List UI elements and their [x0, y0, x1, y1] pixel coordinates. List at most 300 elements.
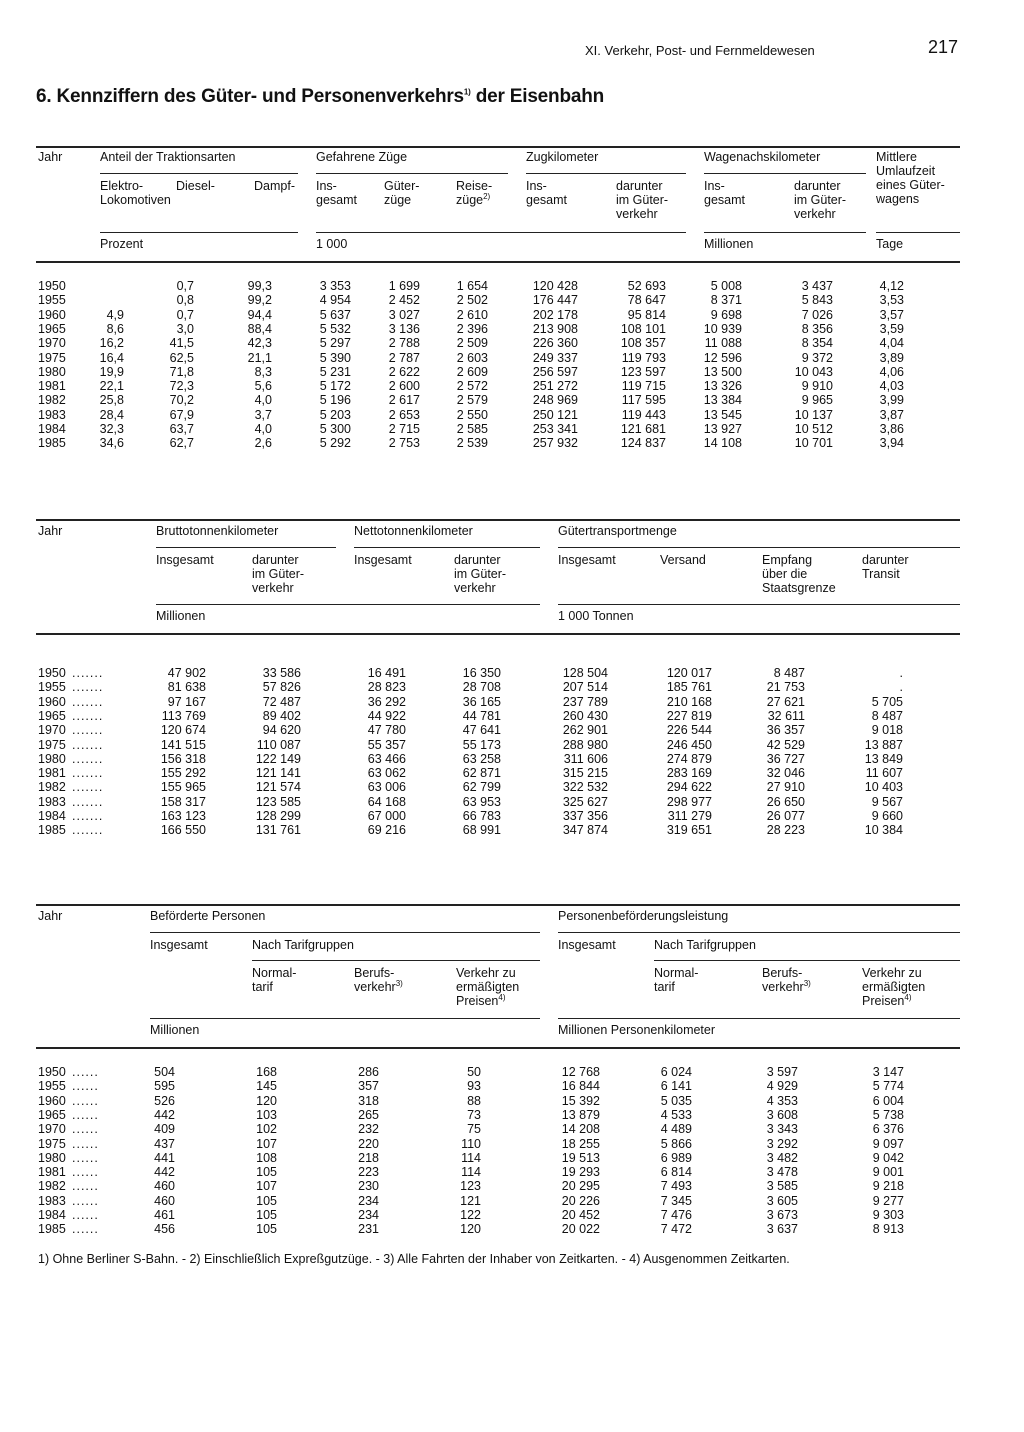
table-cell: 120 [460, 1222, 481, 1237]
year-cell: 1950 [38, 1065, 66, 1079]
table-cell: 265 [358, 1107, 379, 1122]
table-cell: 103 [256, 1107, 277, 1122]
t3-col-jahr: Jahr [38, 909, 63, 923]
leader-dots: ....... [72, 680, 104, 695]
leader-dots: ...... [72, 1165, 99, 1180]
table-cell: 20 022 [561, 1222, 600, 1237]
leader-dots: ....... [72, 666, 104, 680]
table-cell: 99,2 [247, 293, 272, 308]
table-cell: 13 879 [561, 1107, 600, 1122]
table-cell: 260 430 [562, 708, 608, 723]
table-cell: 6 141 [660, 1079, 692, 1094]
t3-ermaessigt-p-line2: ermäßigten [456, 980, 520, 994]
table-cell: 3 147 [872, 1065, 904, 1079]
t2-sub-n-insgesamt: Insgesamt [354, 553, 412, 567]
table-cell: 2 653 [388, 407, 420, 422]
table-cell: 0,7 [176, 279, 194, 293]
table-cell: 7 493 [660, 1179, 692, 1194]
table-cell: 41,5 [169, 336, 194, 351]
table-cell: 141 515 [160, 737, 206, 752]
table-cell: 88,4 [247, 321, 272, 336]
year-cell: 1983 [38, 1193, 66, 1208]
table-cell: 2 617 [388, 393, 420, 408]
table-cell: 409 [154, 1122, 175, 1137]
table-cell: 12 596 [703, 350, 742, 365]
t3-ermaessigt-l-line3 [862, 994, 925, 1008]
table-cell: 262 901 [562, 723, 608, 738]
table-cell: 3 292 [766, 1136, 798, 1151]
t3-sub-normal-l: Normal- tarif [654, 966, 699, 994]
table-cell: 26 077 [766, 809, 805, 823]
t3-group-rule-1 [150, 932, 540, 933]
table-cell: 70,2 [169, 393, 194, 408]
table-cell: 9 567 [871, 794, 903, 809]
table-cell: 0,8 [176, 293, 194, 308]
table-cell: 97 167 [167, 694, 206, 709]
table-cell: 7 472 [660, 1222, 692, 1237]
table-cell: 2 622 [388, 364, 420, 379]
t2-group-rule-2 [354, 547, 540, 548]
table-cell: 122 [460, 1208, 481, 1222]
table-cell: 3 478 [766, 1165, 798, 1180]
t1-group-wagen: Wagenachskilometer [704, 150, 821, 164]
t2-col-jahr: Jahr [38, 524, 63, 538]
table-cell: 28 823 [367, 680, 406, 695]
table-cell: 2 753 [388, 436, 420, 451]
t1-sub-reisezuege [456, 179, 492, 207]
table-cell: 168 [256, 1065, 277, 1079]
t3-sub-normal-p: Normal- tarif [252, 966, 297, 994]
table-cell: 20 452 [561, 1208, 600, 1222]
table-cell: 3,53 [879, 293, 904, 308]
table-cell: 283 169 [666, 766, 712, 781]
year-cell: 1984 [38, 809, 66, 823]
title-footnote-mark: 1) [463, 87, 471, 97]
table-cell: 67 000 [367, 809, 406, 823]
leader-dots: ....... [72, 708, 104, 723]
table-cell: 4,03 [879, 379, 904, 394]
t3-group-befoerderte: Beförderte Personen [150, 909, 266, 923]
table-cell: 120 [256, 1093, 277, 1108]
table-cell: 99,3 [247, 279, 272, 293]
table-cell: 33 586 [262, 666, 301, 680]
table-cell: 13 849 [864, 751, 903, 766]
t1-body-rule [36, 261, 960, 263]
t1-group-rule-4 [704, 173, 866, 174]
t3-group-leistung: Personenbeförderungsleistung [558, 909, 729, 923]
table-cell: 3 605 [766, 1193, 798, 1208]
table-cell: 93 [467, 1079, 481, 1094]
table-cell: 218 [358, 1150, 379, 1165]
t1-sub-darunter-w: darunter im Güter- verkehr [794, 179, 847, 221]
t2-group-brutto: Bruttotonnenkilometer [156, 524, 279, 538]
table-cell: 121 141 [255, 766, 301, 781]
year-cell: 1984 [38, 422, 66, 436]
table-cell: . [899, 680, 903, 695]
table-cell: 64 168 [367, 794, 406, 809]
table-cell: 20 226 [561, 1193, 600, 1208]
table-cell: 460 [154, 1179, 175, 1194]
year-cell: 1970 [38, 723, 66, 738]
t2-unit-millionen: Millionen [156, 609, 206, 623]
table-cell: 2 788 [388, 336, 420, 351]
table-cell: 63 062 [367, 766, 406, 781]
table-cell: 237 789 [562, 694, 608, 709]
t3-unit-pkm: Millionen Personenkilometer [558, 1023, 716, 1037]
table-cell: 108 357 [620, 336, 666, 351]
leader-dots: ...... [72, 1208, 99, 1222]
t3-ermaessigt-p-line3 [456, 994, 519, 1008]
year-cell: 1982 [38, 1179, 66, 1194]
leader-dots: ....... [72, 794, 104, 809]
table-cell: 5 843 [801, 293, 833, 308]
table-cell: 294 622 [666, 780, 712, 795]
leader-dots: ....... [72, 780, 104, 795]
t1-unit-millionen: Millionen [704, 237, 754, 251]
table-cell: 72 487 [262, 694, 301, 709]
table-cell: 286 [358, 1065, 379, 1079]
table-cell: 15 392 [561, 1093, 600, 1108]
table-cell: 8 913 [872, 1222, 904, 1237]
table-cell: 8,6 [106, 321, 124, 336]
leader-dots: ...... [72, 1150, 99, 1165]
table-cell: 5,6 [254, 379, 272, 394]
table-cell: 315 215 [562, 766, 608, 781]
table-cell: 12 768 [561, 1065, 600, 1079]
t1-unit-rule-4 [876, 232, 960, 233]
title-suffix: der Eisenbahn [470, 86, 605, 107]
table-cell: 232 [358, 1122, 379, 1137]
table-cell: 94,4 [247, 307, 272, 322]
t3-tarif-rule-2 [654, 960, 960, 961]
table-cell: 3,94 [879, 436, 904, 451]
leader-dots: ...... [72, 1065, 99, 1079]
t3-ermaessigt-p-line1: Verkehr zu [456, 966, 516, 980]
t2-sub-b-insgesamt: Insgesamt [156, 553, 214, 567]
table-cell: 3 673 [766, 1208, 798, 1222]
table-cell: 105 [256, 1193, 277, 1208]
table-cell: 185 761 [666, 680, 712, 695]
table-cell: 8 487 [871, 708, 903, 723]
table-cell: 13 887 [864, 737, 903, 752]
t3-sub-tarif-p: Nach Tarifgruppen [252, 938, 354, 952]
t1-unit-1000: 1 000 [316, 237, 348, 251]
t2-group-guetertransport: Gütertransportmenge [558, 524, 677, 538]
year-cell: 1985 [38, 1222, 66, 1237]
table-cell: 311 279 [667, 809, 712, 823]
table-cell: 0,7 [176, 307, 194, 322]
table-cell: 5 196 [319, 393, 351, 408]
t2-sub-n-darunter: darunter im Güter- verkehr [454, 553, 507, 595]
table-cell: 325 627 [562, 794, 608, 809]
table-cell: 2 509 [456, 336, 488, 351]
table-cell: 4,9 [106, 307, 124, 322]
table-cell: 108 101 [620, 321, 666, 336]
table-cell: 62,5 [169, 350, 194, 365]
t3-sub-berufs-l [762, 966, 811, 994]
year-cell: 1982 [38, 780, 66, 795]
t3-sub-berufs-l-text: Berufs- verkehr [762, 966, 804, 994]
table-cell: 128 299 [255, 809, 301, 823]
table-cell: 114 [461, 1150, 481, 1165]
table-cell: 114 [461, 1165, 481, 1180]
table-cell: 2 603 [456, 350, 488, 365]
table-cell: 14 208 [561, 1122, 600, 1137]
t1-group-rule-3 [526, 173, 686, 174]
table-cell: 11 088 [704, 336, 742, 351]
table-cell: 2 539 [456, 436, 488, 451]
year-cell: 1955 [38, 680, 66, 695]
year-cell: 1980 [38, 364, 66, 379]
t2-group-rule-3 [558, 547, 960, 548]
table-cell: 16 844 [561, 1079, 600, 1094]
table-cell: 456 [154, 1222, 175, 1237]
table-cell: 13 326 [703, 379, 742, 394]
table-cell: 145 [256, 1079, 277, 1094]
table-cell: 2 579 [456, 393, 488, 408]
table-cell: 2 600 [388, 379, 420, 394]
table-cell: 5 390 [319, 350, 351, 365]
table-cell: 442 [154, 1107, 175, 1122]
table-cell: 9 965 [801, 393, 833, 408]
table-cell: 10 939 [703, 321, 742, 336]
table-cell: 318 [358, 1093, 379, 1108]
table-cell: 47 902 [167, 666, 206, 680]
table-cell: 89 402 [262, 708, 301, 723]
table-cell: 3,89 [879, 350, 904, 365]
t3-sub-berufs-l-fn: 3) [803, 978, 811, 988]
table-cell: 4 489 [660, 1122, 692, 1137]
t1-group-rule-1 [100, 173, 298, 174]
table-cell: 36 357 [766, 723, 805, 738]
table-cell: 5 172 [319, 379, 351, 394]
table-cell: 249 337 [532, 350, 578, 365]
table-cell: 13 500 [703, 364, 742, 379]
table-cell: 67,9 [169, 407, 194, 422]
table-cell: 322 532 [562, 780, 608, 795]
table-cell: 3 027 [388, 307, 420, 322]
table-cell: 9 372 [801, 350, 833, 365]
year-cell: 1975 [38, 737, 66, 752]
running-header: XI. Verkehr, Post- und Fernmeldewesen [585, 43, 815, 58]
table-cell: 75 [467, 1122, 481, 1137]
table-cell: 19,9 [99, 364, 124, 379]
table-cell: 504 [154, 1065, 175, 1079]
t3-unit-millionen: Millionen [150, 1023, 200, 1037]
table-cell: 62 871 [462, 766, 501, 781]
table-cell: 14 108 [703, 436, 742, 451]
table-cell: 121 681 [620, 422, 666, 436]
table-cell: 113 769 [161, 708, 206, 723]
table-cell: 337 356 [562, 809, 608, 823]
table-cell: 288 980 [562, 737, 608, 752]
t3-ermaessigt-l-line2: ermäßigten [862, 980, 926, 994]
table-cell: 69 216 [367, 823, 406, 838]
t1-unit-prozent: Prozent [100, 237, 144, 251]
table-cell: 5 532 [319, 321, 351, 336]
table-cell: 442 [154, 1165, 175, 1180]
year-cell: 1955 [38, 1079, 66, 1094]
table-cell: 4,0 [254, 422, 272, 436]
t2-group-rule-1 [156, 547, 336, 548]
table-cell: 2 572 [456, 379, 488, 394]
table-cell: 3 343 [766, 1122, 798, 1137]
table-cell: 257 932 [532, 436, 578, 451]
table-cell: 26 650 [766, 794, 805, 809]
title-text: 6. Kennziffern des Güter- und Personenverkehrs [36, 86, 464, 107]
table-cell: 107 [256, 1179, 277, 1194]
t1-group-zuege: Gefahrene Züge [316, 150, 408, 164]
table-cell: 105 [256, 1165, 277, 1180]
table-cell: 2 585 [456, 422, 488, 436]
table-cell: 3,7 [254, 407, 272, 422]
page-title [36, 86, 605, 107]
table-cell: 319 651 [666, 823, 712, 838]
table-cell: 3 637 [766, 1222, 798, 1237]
table-cell: 2 550 [456, 407, 488, 422]
table-cell: 8 356 [801, 321, 833, 336]
footnotes: 1) Ohne Berliner S-Bahn. - 2) Einschließlich Expreßgutzüge. - 3) Alle Fahrten der Inhaber von Zeitkarten. - 4) Ausgenommen Zeitkarten. [38, 1252, 790, 1266]
leader-dots: ...... [72, 1136, 99, 1151]
table-cell: 8 487 [773, 666, 805, 680]
t2-sub-g-versand: Versand [660, 553, 706, 567]
t1-group-rule-2 [316, 173, 508, 174]
table-cell: 119 443 [621, 407, 666, 422]
table-cell: 55 357 [367, 737, 406, 752]
table-cell: 4 353 [766, 1093, 798, 1108]
table-cell: 21 753 [766, 680, 805, 695]
table-cell: 18 255 [561, 1136, 600, 1151]
year-cell: 1965 [38, 321, 66, 336]
table-cell: 250 121 [532, 407, 578, 422]
table-cell: 437 [154, 1136, 175, 1151]
year-cell: 1960 [38, 1093, 66, 1108]
t3-sub-berufs-p-fn: 3) [395, 978, 403, 988]
table-cell: 4 929 [766, 1079, 798, 1094]
table-cell: 176 447 [532, 293, 578, 308]
year-cell: 1983 [38, 794, 66, 809]
table-cell: 5 866 [660, 1136, 692, 1151]
table-cell: 8 354 [801, 336, 833, 351]
table-cell: 25,8 [99, 393, 124, 408]
table-cell: 42 529 [766, 737, 805, 752]
t1-sub-insgesamt-k: Ins- gesamt [526, 179, 567, 207]
year-cell: 1960 [38, 694, 66, 709]
table-cell: 16,2 [99, 336, 124, 351]
t1-sub-gueterzuege: Güter- züge [384, 179, 420, 207]
table-cell: 7 345 [660, 1193, 692, 1208]
table-cell: 3 608 [766, 1107, 798, 1122]
table-cell: 128 504 [562, 666, 608, 680]
table-cell: 57 826 [262, 680, 301, 695]
year-cell: 1982 [38, 393, 66, 408]
table-cell: 2 396 [456, 321, 488, 336]
table-cell: 3,86 [879, 422, 904, 436]
table-cell: 44 922 [367, 708, 406, 723]
table-cell: 13 545 [703, 407, 742, 422]
leader-dots: ....... [72, 737, 104, 752]
table-cell: 3,57 [879, 307, 904, 322]
table-cell: 34,6 [99, 436, 124, 451]
t2-body-rule [36, 633, 960, 635]
t3-sub-berufs-p-text: Berufs- verkehr [354, 966, 396, 994]
table-cell: 9 097 [872, 1136, 904, 1151]
table-cell: 88 [467, 1093, 481, 1108]
year-cell: 1985 [38, 436, 66, 451]
t1-unit-tage: Tage [876, 237, 904, 251]
table-cell: 105 [256, 1208, 277, 1222]
table-cell: 10 043 [794, 364, 833, 379]
table-cell: 5 203 [319, 407, 351, 422]
table-cell: 2 502 [456, 293, 488, 308]
table-cell: 123 [460, 1179, 481, 1194]
t2-unit-tonnen: 1 000 Tonnen [558, 609, 634, 623]
year-cell: 1955 [38, 293, 66, 308]
t1-unit-rule-2 [316, 232, 686, 233]
table-cell: 94 620 [262, 723, 301, 738]
table-cell: 158 317 [160, 794, 206, 809]
table-cell: 5 300 [319, 422, 351, 436]
table-cell: 124 837 [620, 436, 666, 451]
t1-group-traktion: Anteil der Traktionsarten [100, 150, 236, 164]
t3-sub-ermaessigt-p [456, 966, 519, 1008]
year-cell: 1980 [38, 1150, 66, 1165]
table-cell: 9 660 [871, 809, 903, 823]
table-cell: 6 004 [872, 1093, 904, 1108]
table-cell: 63 953 [462, 794, 501, 809]
leader-dots: ...... [72, 1122, 99, 1137]
year-cell: 1970 [38, 336, 66, 351]
table-2-top-rule [36, 519, 960, 521]
table-cell: 4,06 [879, 364, 904, 379]
table-cell: 234 [358, 1208, 379, 1222]
t1-unit-rule-3 [704, 232, 866, 233]
table-cell: 213 908 [532, 321, 578, 336]
table-cell: 357 [358, 1079, 379, 1094]
table-cell: 16 491 [367, 666, 406, 680]
table-cell: 347 874 [562, 823, 608, 838]
table-cell: 20 295 [561, 1179, 600, 1194]
table-cell: 5 231 [319, 364, 351, 379]
table-cell: 298 977 [666, 794, 712, 809]
t2-sub-g-transit: darunter Transit [862, 553, 909, 581]
table-cell: 119 715 [621, 379, 666, 394]
table-cell: 4 533 [660, 1107, 692, 1122]
table-cell: 28 223 [766, 823, 805, 838]
table-cell: 36 165 [462, 694, 501, 709]
table-cell: 32,3 [99, 422, 124, 436]
table-cell: 7 026 [801, 307, 833, 322]
table-cell: 3 585 [766, 1179, 798, 1194]
table-cell: 110 [461, 1136, 481, 1151]
t3-ermaessigt-p-text: Preisen [456, 994, 499, 1008]
table-cell: 120 674 [160, 723, 206, 738]
table-cell: 526 [154, 1093, 175, 1108]
table-cell: 460 [154, 1193, 175, 1208]
table-cell: 36 292 [367, 694, 406, 709]
t3-unit-rule-2 [558, 1018, 960, 1019]
table-cell: 102 [256, 1122, 277, 1137]
table-cell: 3,87 [879, 407, 904, 422]
table-cell: 226 544 [666, 723, 712, 738]
table-cell: 9 218 [872, 1179, 904, 1194]
table-cell: 105 [256, 1222, 277, 1237]
table-cell: 253 341 [532, 422, 578, 436]
t2-unit-rule-1 [156, 604, 540, 605]
t3-group-rule-2 [558, 932, 960, 933]
table-cell: 10 512 [794, 422, 833, 436]
table-cell: 32 611 [767, 708, 805, 723]
